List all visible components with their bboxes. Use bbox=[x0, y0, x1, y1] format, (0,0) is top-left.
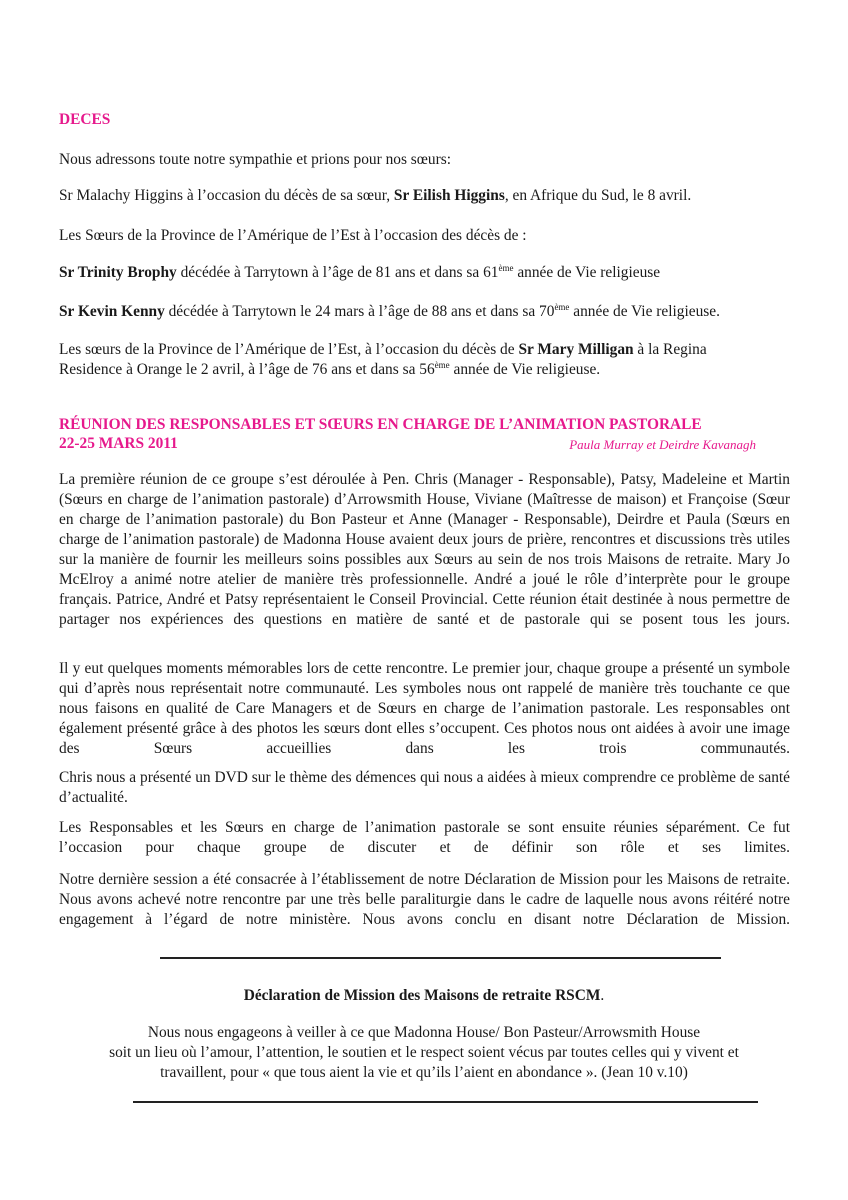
reunion-dates: 22-25 MARS 2011 bbox=[59, 435, 178, 452]
line bbox=[59, 340, 790, 360]
reunion-authors: Paula Murray et Deirdre Kavanagh bbox=[569, 437, 756, 452]
deces-item-milligan bbox=[59, 340, 790, 380]
text: à la Regina bbox=[633, 341, 707, 358]
name: Sr Eilish Higgins bbox=[393, 187, 505, 204]
deces-intro: Nous adressons toute notre sympathie et prions pour nos sœurs: bbox=[59, 151, 451, 168]
superscript: ème bbox=[434, 360, 450, 370]
name: Sr Kevin Kenny bbox=[59, 303, 165, 320]
declaration-title-text: Déclaration de Mission des Maisons de retraite RSCM bbox=[243, 987, 601, 1004]
reunion-paragraph-3: Chris nous a présenté un DVD sur le thème des démences qui nous a aidées à mieux comprendre ce problème de santé d’actualité. bbox=[59, 769, 790, 806]
reunion-dates-line bbox=[59, 434, 790, 454]
text: . bbox=[600, 987, 605, 1004]
declaration-line: travaillent, pour « que tous aient la vie et qu’ils l’aient en abondance ». (Jean 10 v.10) bbox=[160, 1064, 688, 1081]
text: Les sœurs de la Province de l’Amérique de l’Est, à l’occasion du décès de bbox=[59, 341, 519, 358]
superscript: ème bbox=[554, 302, 570, 312]
deces-heading: DECES bbox=[59, 111, 111, 128]
deces-item-higgins bbox=[59, 186, 790, 206]
text: année de Vie religieuse. bbox=[569, 303, 720, 320]
declaration-line: Nous nous engageons à veiller à ce que Madonna House/ Bon Pasteur/Arrowsmith House bbox=[147, 1024, 701, 1041]
text: décédée à Tarrytown le 24 mars à l’âge de 88 ans et dans sa 70 bbox=[164, 303, 555, 320]
declaration-line: soit un lieu où l’amour, l’attention, le soutien et le respect soient vécus par toutes celles qui y vivent et bbox=[109, 1044, 739, 1061]
text: décédée à Tarrytown à l’âge de 81 ans et dans sa 61 bbox=[176, 264, 499, 281]
line bbox=[59, 360, 790, 380]
top-divider bbox=[160, 957, 721, 959]
declaration-body bbox=[0, 1023, 848, 1083]
declaration-title bbox=[0, 986, 848, 1006]
text: Sr Malachy Higgins à l’occasion du décès de sa sœur, bbox=[59, 187, 394, 204]
text: année de Vie religieuse bbox=[513, 264, 661, 281]
reunion-paragraph-2: Il y eut quelques moments mémorables lors de cette rencontre. Le premier jour, chaque groupe a présenté un symbole qui d’après nous représentait notre communauté. Les symboles nous ont rappelé de manière très touchante ce que nous faisons en qualité de Care Managers et de Sœurs en charge de l’animation pastorale. Les responsables ont également présenté grâce à des photos les sœurs dont elles s’occupent. Ces photos nous ont aidées à avoir une image des Sœurs accueillies dans les trois communautés. bbox=[59, 660, 790, 757]
superscript: ème bbox=[498, 263, 514, 273]
text: année de Vie religieuse. bbox=[449, 361, 601, 378]
text: , en Afrique du Sud, le 8 avril. bbox=[504, 187, 692, 204]
name: Sr Trinity Brophy bbox=[59, 264, 177, 281]
reunion-paragraph-1: La première réunion de ce groupe s’est déroulée à Pen. Chris (Manager - Responsable), Patsy, Madeleine et Martin (Sœurs en charge de l’animation pastorale) d’Arrowsmith House, Viviane (Maîtresse de maison) et Françoise (Sœur en charge de l’animation pastorale) du Bon Pasteur et Anne (Manager - Responsable), Deirdre et Paula (Sœurs en charge de l’animation pastorale) de Madonna House avaient deux jours de prière, rencontres et discussions très utiles sur la manière de fournir les meilleurs soins possibles aux Sœurs au sein de nos trois Maisons de retraite. Mary Jo McElroy a animé notre atelier de manière très professionnelle. André a joué le rôle d’interprète pour le groupe français. Patrice, André et Patsy représentaient le Conseil Provincial. Cette réunion était destinée à nous permettre de partager nos expériences des questions en matière de santé et de pastorale qui se posent tous les jours. bbox=[59, 471, 790, 628]
deces-item-kenny bbox=[59, 302, 790, 322]
reunion-paragraph-5: Notre dernière session a été consacrée à l’établissement de notre Déclaration de Mission pour les Maisons de retraite. Nous avons achevé notre rencontre par une très belle paraliturgie dans le cadre de laquelle nous avons réitéré notre engagement à l’égard de notre ministère. Nous avons conclu en disant notre Déclaration de Mission. bbox=[59, 871, 790, 928]
reunion-paragraph-4: Les Responsables et les Sœurs en charge de l’animation pastorale se sont ensuite réunies séparément. Ce fut l’occasion pour chaque groupe de discuter et de définir son rôle et ses limites. bbox=[59, 819, 790, 856]
bottom-divider bbox=[133, 1101, 758, 1103]
name: Sr Mary Milligan bbox=[518, 341, 634, 358]
deces-province: Les Sœurs de la Province de l’Amérique de l’Est à l’occasion des décès de : bbox=[59, 227, 527, 244]
text: Residence à Orange le 2 avril, à l’âge de 76 ans et dans sa 56 bbox=[59, 361, 435, 378]
deces-item-brophy bbox=[59, 263, 790, 283]
reunion-heading: RÉUNION DES RESPONSABLES ET SŒURS EN CHARGE DE L’ANIMATION PASTORALE bbox=[59, 416, 702, 433]
